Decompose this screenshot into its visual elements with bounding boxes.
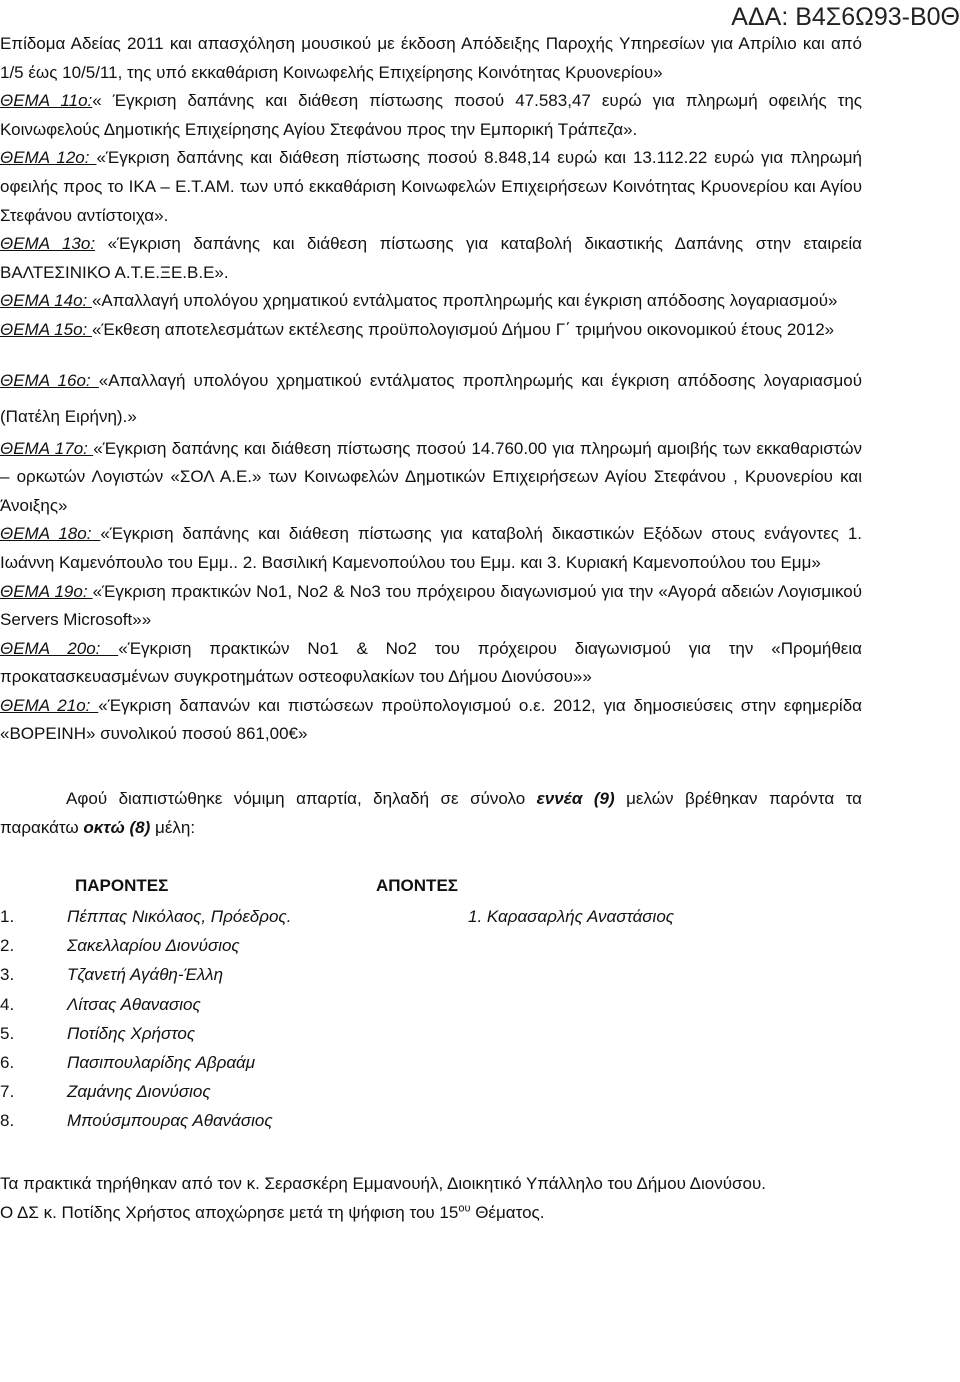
list-item: 2. Σακελλαρίου Διονύσιος: [0, 932, 862, 961]
agenda-item-text: «Έγκριση πρακτικών Νο1, Νο2 & Νο3 του πρόχειρου διαγωνισμού για την «Αγορά αδειών Λογισμικού Servers Microsoft»»: [0, 581, 862, 630]
agenda-item-text: «Απαλλαγή υπολόγου χρηματικού εντάλματος προπληρωμής και έγκριση απόδοσης λογαριασμού»: [91, 291, 838, 311]
present-header: ΠΑΡΟΝΤΕΣ: [75, 876, 169, 896]
agenda-item-text: «Απαλλαγή υπολόγου χρηματικού εντάλματος προπληρωμής και έγκριση απόδοσης λογαριασμού (Πατέλη Ειρήνη).»: [0, 370, 862, 426]
list-item: 8. Μπούσμπουρας Αθανάσιος: [0, 1107, 862, 1136]
present-member: Λίτσας Αθανασιος: [67, 994, 201, 1014]
list-item: 7. Ζαμάνης Διονύσιος: [0, 1078, 862, 1107]
absent-header: ΑΠΟΝΤΕΣ: [376, 876, 458, 896]
agenda-item-19: [0, 578, 862, 635]
agenda-item-text: «Έγκριση πρακτικών Νο1 & Νο2 του πρόχειρου διαγωνισμού για την «Προμήθεια προκατασκευασμένων συγκροτημάτων οστεοφυλακίων του Δήμου Διονύσου»»: [0, 638, 862, 687]
present-member: Μπούσμπουρας Αθανάσιος: [67, 1110, 273, 1130]
list-item: 4. Λίτσας Αθανασιος: [0, 991, 862, 1020]
agenda-item-title: ΘΕΜΑ 18ο:: [0, 524, 101, 544]
quorum-statement: Αφού διαπιστώθηκε νόμιμη απαρτία, δηλαδή σε σύνολο εννέα (9) μελών βρέθηκαν παρόντα τα παρακάτω οκτώ (8) μέλη:: [0, 789, 862, 837]
agenda-item-title: ΘΕΜΑ 11ο:: [0, 91, 93, 111]
agenda-item-title: ΘΕΜΑ 15ο:: [0, 319, 92, 339]
absent-member: 1. Καρασαρλής Αναστάσιος: [468, 907, 675, 927]
document-body: [0, 30, 862, 1227]
agenda-item-title: ΘΕΜΑ 14ο:: [0, 291, 92, 311]
list-item: 1. Πέππας Νικόλαος, Πρόεδρος. 1. Καρασαρλής Αναστάσιος: [0, 903, 862, 932]
agenda-item-14: [0, 287, 862, 316]
agenda-item-title: ΘΕΜΑ 13ο:: [0, 234, 96, 254]
agenda-item-21: [0, 692, 862, 749]
present-member: Ποτίδης Χρήστος: [67, 1023, 196, 1043]
agenda-item-title: ΘΕΜΑ 21ο:: [0, 695, 99, 715]
departure-note: Ο ΔΣ κ. Ποτίδης Χρήστος αποχώρησε μετά τη ψήφιση του $15^{o\upsilon}$ Θέματος.: [0, 1201, 545, 1222]
agenda-item-continued: Επίδομα Αδείας 2011 και απασχόληση μουσικού με έκδοση Απόδειξης Παροχής Υπηρεσίων για Απρίλιο και από 1/5 έως 10/5/11, της υπό εκκαθάριση Κοινωφελής Επιχείρησης Κοινότητας Κρυονερίου»: [0, 34, 862, 82]
agenda-item-20: [0, 635, 862, 692]
list-item: 6. Πασιπουλαρίδης Αβραάμ: [0, 1049, 862, 1078]
present-member: Ζαμάνης Διονύσιος: [67, 1081, 211, 1101]
agenda-item-16: [0, 363, 862, 435]
list-item: 5. Ποτίδης Χρήστος: [0, 1020, 862, 1049]
quorum-total: εννέα (9): [536, 789, 615, 809]
agenda-item-13: [0, 230, 862, 287]
attendance-headers: [0, 872, 862, 902]
agenda-item-title: ΘΕΜΑ 19ο:: [0, 581, 93, 601]
present-member: Πέππας Νικόλαος, Πρόεδρος.: [67, 907, 292, 927]
agenda-item-title: ΘΕΜΑ 16ο:: [0, 370, 99, 390]
list-item: 3. Τζανετή Αγάθη-Έλλη: [0, 961, 862, 990]
agenda-item-text: «Έκθεση αποτελεσμάτων εκτέλεσης προϋπολογισμού Δήμου Γ΄ τριμήνου οικονομικού έτους 2012»: [91, 319, 835, 339]
present-member: Τζανετή Αγάθη-Έλλη: [67, 965, 224, 985]
agenda-item-text: «Έγκριση δαπάνης και διάθεση πίστωσης για καταβολή δικαστικών Εξόδων στους ενάγοντες 1. Ιωάννη Καμενόπουλο του Εμμ.. 2. Βασιλική Καμενοπούλου του Εμμ. και 3. Κυριακή Καμενοπούλου του Εμμ»: [0, 524, 862, 572]
agenda-item-text: «Έγκριση δαπάνης και διάθεση πίστωσης για καταβολή δικαστικής Δαπάνης στην εταιρεία ΒΑΛΤΕΣΙΝΙΚΟ Α.Τ.Ε.ΞΕ.Β.Ε».: [0, 234, 862, 282]
agenda-item-title: ΘΕΜΑ 20ο:: [0, 638, 119, 658]
agenda-item-18: [0, 520, 862, 577]
agenda-item-15: [0, 316, 862, 345]
agenda-item-text: « Έγκριση δαπάνης και διάθεση πίστωσης ποσού 47.583,47 ευρώ για πληρωμή οφειλής της Κοινωφελούς Δημοτικής Επιχείρησης Αγίου Στεφάνου προς την Εμπορική Τράπεζα».: [0, 91, 862, 139]
agenda-item-title: ΘΕΜΑ 17ο:: [0, 438, 94, 458]
agenda-item-17: [0, 435, 862, 521]
agenda-item-text: «Έγκριση δαπανών και πιστώσεων προϋπολογισμού ο.ε. 2012, για δημοσιεύσεις στην εφημερίδα «ΒΟΡΕΙΝΗ» συνολικού ποσού 861,00€»: [0, 695, 862, 744]
present-member: Πασιπουλαρίδης Αβραάμ: [67, 1052, 256, 1072]
minutes-keeper: Τα πρακτικά τηρήθηκαν από τον κ. Σερασκέρη Εμμανουήλ, Διοικητικό Υπάλληλο του Δήμου Διονύσου.: [0, 1174, 766, 1193]
present-member: Σακελλαρίου Διονύσιος: [67, 936, 240, 956]
agenda-item-11: [0, 87, 862, 144]
agenda-item-12: [0, 144, 862, 230]
ada-code: ΑΔΑ: Β4Σ6Ω93-Β0Θ: [731, 3, 960, 31]
quorum-present: οκτώ (8): [83, 817, 151, 837]
agenda-item-text: «Έγκριση δαπάνης και διάθεση πίστωσης ποσού 14.760.00 για πληρωμή αμοιβής των εκκαθαριστών – ορκωτών Λογιστών «ΣΟΛ Α.Ε.» των Κοινωφελών Δημοτικών Επιχειρήσεων Αγίου Στεφάνου , Κρυονερίου και Άνοιξης»: [0, 438, 862, 515]
agenda-item-title: ΘΕΜΑ 12ο:: [0, 148, 97, 168]
attendance-list: [0, 903, 862, 1136]
agenda-item-text: «Έγκριση δαπάνης και διάθεση πίστωσης ποσού 8.848,14 ευρώ και 13.112.22 ευρώ για πληρωμή οφειλής προς το ΙΚΑ – Ε.Τ.ΑΜ. των υπό εκκαθάριση Κοινωφελών Επιχειρήσεων Κοινότητας Κρυονερίου και Αγίου Στεφάνου αντίστοιχα».: [0, 148, 863, 225]
